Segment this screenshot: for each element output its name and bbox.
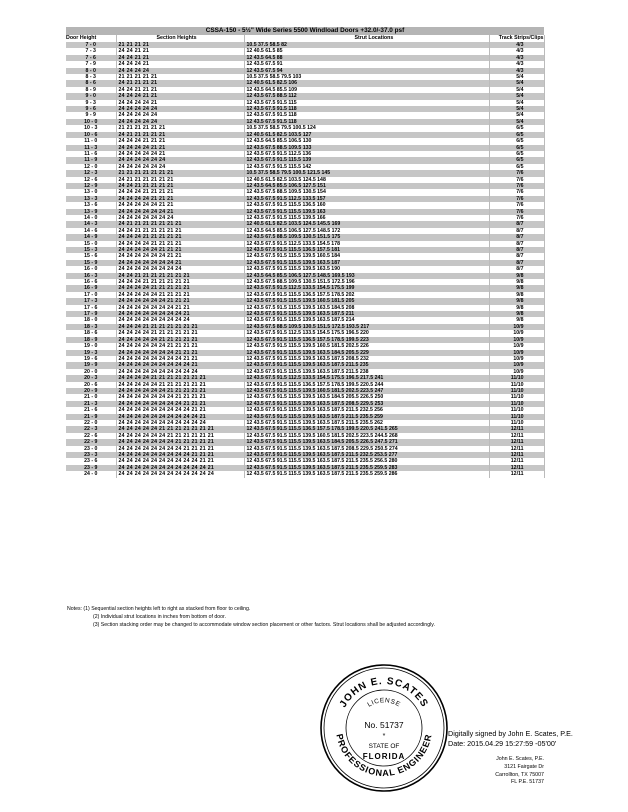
strut-locations-cell: 12 43.5 67.5 91.5 115.5 139.5 163.5 187 [244, 260, 489, 266]
section-heights-cell: 24 24 24 24 24 24 24 24 24 24 24 21 [116, 465, 244, 471]
track-strips-cell: 10/9 [489, 356, 544, 362]
door-height-cell: 19 - 3 [66, 350, 116, 356]
door-height-cell: 12 - 6 [66, 177, 116, 183]
track-strips-cell: 9/8 [489, 311, 544, 317]
door-height-cell: 18 - 0 [66, 317, 116, 323]
track-strips-cell: 5/4 [489, 100, 544, 106]
strut-locations-cell: 12 43.5 67.5 91.5 115.5 139.5 163.5 187.5 214 [244, 317, 489, 323]
section-heights-cell: 24 24 24 24 24 21 21 21 21 21 [116, 337, 244, 343]
note-2: (2) Individual strut locations in inches from bottom of door. [93, 614, 226, 620]
section-heights-cell: 24 24 24 24 24 24 24 21 21 21 21 21 [116, 439, 244, 445]
section-heights-cell: 24 24 21 21 21 [116, 87, 244, 93]
door-height-cell: 9 - 9 [66, 112, 116, 118]
section-heights-cell: 24 24 24 24 24 24 24 24 24 24 [116, 369, 244, 375]
track-strips-cell: 12/11 [489, 446, 544, 452]
section-heights-cell: 24 24 24 21 21 [116, 93, 244, 99]
door-height-cell: 18 - 3 [66, 324, 116, 330]
door-height-cell: 12 - 9 [66, 183, 116, 189]
section-heights-cell: 24 24 24 24 24 24 24 24 21 21 21 [116, 401, 244, 407]
section-heights-cell: 24 21 21 21 21 21 21 21 [116, 221, 244, 227]
seal-star: * [382, 733, 386, 740]
strut-locations-cell: 12 43.5 67.5 91.5 115.5 136.5 157.5 178.5 199.5 220.5 241.5 265 [244, 426, 489, 432]
engineer-seal [318, 662, 450, 794]
track-strips-cell: 9/8 [489, 273, 544, 279]
track-strips-cell: 10/9 [489, 350, 544, 356]
strut-locations-cell: 12 43.5 67.5 88.5 109.5 130.5 151.5 175 [244, 234, 489, 240]
track-strips-cell: 6/5 [489, 145, 544, 151]
strut-locations-cell: 12 43.5 67.5 91.5 115.5 139.5 163.5 187.5 208.5 232 [244, 356, 489, 362]
strut-locations-cell: 12 40.5 61.5 82.5 103.5 124.5 148 [244, 177, 489, 183]
door-height-cell: 13 - 9 [66, 209, 116, 215]
strut-locations-cell: 12 43.5 67.5 94 [244, 68, 489, 74]
seal-license: LICENSE [366, 697, 402, 709]
track-strips-cell: 7/6 [489, 177, 544, 183]
section-heights-cell: 24 24 24 24 21 21 21 [116, 196, 244, 202]
strut-locations-cell: 12 43.5 67.5 91.5 115.5 139.5 160.5 181.5 202.5 223.5 247 [244, 388, 489, 394]
header-section-heights: Section Heights [116, 35, 244, 42]
door-height-cell: 23 - 0 [66, 446, 116, 452]
door-height-cell: 12 - 0 [66, 164, 116, 170]
track-strips-cell: 9/8 [489, 292, 544, 298]
door-height-cell: 8 - 0 [66, 68, 116, 74]
strut-locations-cell: 12 43.5 67.5 91.5 115.5 139.5 163.5 187.5 211.5 235.5 262 [244, 420, 489, 426]
strut-locations-cell: 12 43.5 67.5 91.5 115.5 139.5 163.5 187.5 211.5 235.5 256.5 280 [244, 458, 489, 464]
strut-locations-cell: 12 43.5 67.5 91.5 112.5 133.5 154.5 175.5 196.5 220 [244, 330, 489, 336]
strut-locations-cell: 12 43.5 67.5 91.5 115.5 139.5 163.5 187.5 211.5 235.5 259 [244, 414, 489, 420]
section-heights-cell: 24 21 21 21 21 21 21 [116, 177, 244, 183]
door-height-cell: 14 - 6 [66, 228, 116, 234]
strut-locations-cell: 10.5 37.5 58.5 79.5 100.5 121.5 145 [244, 170, 489, 176]
track-strips-cell: 4/3 [489, 42, 544, 48]
section-heights-cell: 24 24 24 24 24 24 21 21 21 21 [116, 343, 244, 349]
track-strips-cell: 7/6 [489, 170, 544, 176]
strut-locations-cell: 12 43.5 67.5 91.5 115.5 139.5 163.5 184.5 208 [244, 305, 489, 311]
seal-title: PROFESSIONAL ENGINEER [334, 732, 434, 779]
section-heights-cell: 24 24 24 24 24 21 21 21 21 21 21 [116, 382, 244, 388]
table-title: CSSA-150 - 5½" Wide Series 5500 Windload Doors +32.0/-37.0 psf [66, 27, 544, 35]
strut-locations-cell: 12 43.5 67.5 91 [244, 61, 489, 67]
track-strips-cell: 10/9 [489, 343, 544, 349]
section-heights-cell: 24 24 21 21 [116, 55, 244, 61]
door-height-cell: 11 - 9 [66, 157, 116, 163]
strut-locations-cell: 12 40.5 61.5 85 [244, 48, 489, 54]
door-height-cell: 18 - 6 [66, 330, 116, 336]
strut-locations-cell: 12 43.5 67.5 91.5 115.5 139.5 160.5 181.5 202.5 223.5 244.5 268 [244, 433, 489, 439]
section-heights-cell: 24 24 24 24 21 [116, 100, 244, 106]
door-height-cell: 16 - 9 [66, 285, 116, 291]
door-height-cell: 17 - 6 [66, 305, 116, 311]
seal-name: JOHN E. SCATES [337, 675, 431, 710]
strut-locations-cell: 12 43.5 67.5 88.5 112 [244, 93, 489, 99]
strut-locations-cell: 12 43.5 67.5 88.5 109.5 130.5 151.5 172.5 193.5 217 [244, 324, 489, 330]
section-heights-cell: 21 21 21 21 21 [116, 74, 244, 80]
section-heights-cell: 21 21 21 21 21 21 21 [116, 170, 244, 176]
section-heights-cell: 24 24 24 24 21 21 21 21 21 21 21 [116, 375, 244, 381]
track-strips-cell: 7/6 [489, 196, 544, 202]
track-strips-cell: 5/4 [489, 74, 544, 80]
section-heights-cell: 24 24 24 21 21 21 21 21 21 21 [116, 324, 244, 330]
track-strips-cell: 10/9 [489, 362, 544, 368]
strut-locations-cell: 12 43.5 67.5 88.5 109.5 133 [244, 145, 489, 151]
track-strips-cell: 6/5 [489, 151, 544, 157]
door-height-cell: 21 - 9 [66, 414, 116, 420]
strut-locations-cell: 12 43.5 67.5 91.5 115.5 136.5 157.5 178.5 199.5 220.5 244 [244, 382, 489, 388]
seal-state: FLORIDA [362, 752, 406, 761]
door-height-cell: 16 - 3 [66, 273, 116, 279]
track-strips-cell: 11/10 [489, 414, 544, 420]
strut-locations-cell: 12 43.5 67.5 91.5 112.5 136 [244, 151, 489, 157]
strut-locations-cell: 12 43.5 67.5 91.5 112.5 133.5 154.5 175.5 196.5 217.5 241 [244, 375, 489, 381]
track-strips-cell: 5/4 [489, 112, 544, 118]
track-strips-cell: 8/7 [489, 221, 544, 227]
door-height-cell: 23 - 9 [66, 465, 116, 471]
section-heights-cell: 24 24 24 21 21 21 21 [116, 189, 244, 195]
section-heights-cell: 24 24 24 24 24 24 24 24 24 24 24 24 [116, 471, 244, 477]
header-door-height: Door Height [66, 35, 116, 42]
strut-locations-cell: 12 43.5 67.5 91.5 115.5 142 [244, 164, 489, 170]
strut-locations-cell: 10.5 37.5 58.5 79.5 100.5 124 [244, 125, 489, 131]
track-strips-cell: 11/10 [489, 401, 544, 407]
strut-locations-cell: 12 43.5 67.5 91.5 115.5 139.5 160.5 181.5 205 [244, 298, 489, 304]
track-strips-cell: 7/6 [489, 215, 544, 221]
section-heights-cell: 24 24 24 24 24 [116, 112, 244, 118]
door-height-cell: 7 - 3 [66, 48, 116, 54]
track-strips-cell: 8/7 [489, 234, 544, 240]
door-height-cell: 22 - 0 [66, 420, 116, 426]
strut-table [66, 27, 545, 478]
strut-locations-cell: 12 43.5 67.5 91.5 115.5 139.5 163.5 187.5 211.5 235.5 259.5 286 [244, 471, 489, 477]
section-heights-cell: 24 24 21 21 21 21 21 21 [116, 228, 244, 234]
door-height-cell: 15 - 6 [66, 253, 116, 259]
section-heights-cell: 24 24 24 24 24 24 21 21 [116, 253, 244, 259]
engineer-address [488, 756, 544, 787]
track-strips-cell: 11/10 [489, 382, 544, 388]
door-height-cell: 7 - 9 [66, 61, 116, 67]
door-height-cell: 10 - 6 [66, 132, 116, 138]
track-strips-cell: 9/8 [489, 317, 544, 323]
signature-line-1: Digitally signed by John E. Scates, P.E. [448, 729, 573, 738]
section-heights-cell: 21 21 21 21 [116, 42, 244, 48]
section-heights-cell: 24 21 21 21 21 [116, 80, 244, 86]
strut-locations-cell: 10.5 37.5 58.5 82 [244, 42, 489, 48]
door-height-cell: 21 - 3 [66, 401, 116, 407]
track-strips-cell: 6/5 [489, 132, 544, 138]
section-heights-cell: 24 24 24 24 24 24 24 24 24 21 21 21 [116, 452, 244, 458]
track-strips-cell: 9/8 [489, 285, 544, 291]
strut-locations-cell: 12 43.5 67.5 91.5 115.5 139.5 163.5 187.5 211.5 235 [244, 362, 489, 368]
section-heights-cell: 24 24 21 21 21 21 21 [116, 183, 244, 189]
section-heights-cell: 24 24 24 24 24 24 24 21 21 21 [116, 350, 244, 356]
section-heights-cell: 24 24 24 24 24 21 21 21 21 21 21 21 [116, 426, 244, 432]
track-strips-cell: 11/10 [489, 394, 544, 400]
door-height-cell: 17 - 9 [66, 311, 116, 317]
address-city: Carrollton, TX 75007 [495, 771, 544, 778]
track-strips-cell: 12/11 [489, 439, 544, 445]
section-heights-cell: 24 24 24 24 24 21 21 21 [116, 247, 244, 253]
header-strut-locations: Strut Locations [244, 35, 489, 42]
door-height-cell: 10 - 0 [66, 119, 116, 125]
track-strips-cell: 10/9 [489, 369, 544, 375]
door-height-cell: 15 - 3 [66, 247, 116, 253]
door-height-cell: 11 - 3 [66, 145, 116, 151]
section-heights-cell: 24 21 21 21 21 21 [116, 132, 244, 138]
track-strips-cell: 7/6 [489, 189, 544, 195]
track-strips-cell: 9/8 [489, 279, 544, 285]
notes-block [67, 605, 435, 629]
strut-locations-cell: 12 43.5 67.5 91.5 115.5 139.5 163.5 187.5 211.5 238 [244, 369, 489, 375]
section-heights-cell: 24 24 24 24 24 24 24 21 21 21 21 [116, 394, 244, 400]
track-strips-cell: 8/7 [489, 260, 544, 266]
address-street: 3121 Fairgate Dr [504, 763, 544, 770]
section-heights-cell: 24 24 24 24 24 24 24 21 [116, 260, 244, 266]
section-heights-cell: 24 24 24 24 24 24 21 21 21 21 21 [116, 388, 244, 394]
strut-locations-cell: 12 43.5 67.5 91.5 115.5 136.5 160 [244, 202, 489, 208]
track-strips-cell: 8/7 [489, 253, 544, 259]
track-strips-cell: 10/9 [489, 337, 544, 343]
strut-locations-cell: 12 43.5 67.5 91.5 115.5 139.5 163.5 190 [244, 266, 489, 272]
section-heights-cell: 24 24 24 24 24 24 24 24 24 [116, 317, 244, 323]
door-height-cell: 16 - 0 [66, 266, 116, 272]
strut-locations-cell: 12 40.5 61.5 82.5 103.5 127 [244, 132, 489, 138]
track-strips-cell: 5/4 [489, 119, 544, 125]
door-height-cell: 11 - 0 [66, 138, 116, 144]
door-height-cell: 20 - 6 [66, 382, 116, 388]
section-heights-cell: 24 24 24 24 24 24 24 24 24 24 21 [116, 414, 244, 420]
door-height-cell: 24 - 0 [66, 471, 116, 477]
door-height-cell: 12 - 3 [66, 170, 116, 176]
track-strips-cell: 12/11 [489, 433, 544, 439]
door-height-cell: 16 - 6 [66, 279, 116, 285]
strut-locations-cell: 12 43.5 67.5 91.5 112.5 133.5 154.5 175.5 199 [244, 285, 489, 291]
section-heights-cell: 24 24 21 21 21 21 21 21 21 [116, 273, 244, 279]
section-heights-cell: 24 24 24 24 21 21 21 21 21 21 [116, 330, 244, 336]
track-strips-cell: 8/7 [489, 247, 544, 253]
door-height-cell: 21 - 6 [66, 407, 116, 413]
strut-locations-cell: 12 43.5 67.5 91.5 115.5 139.5 163.5 187.5 208.5 229.5 253 [244, 401, 489, 407]
door-height-cell: 7 - 6 [66, 55, 116, 61]
section-heights-cell: 24 24 24 24 21 21 [116, 145, 244, 151]
strut-locations-cell: 12 43.5 64.5 85.5 106.5 127.5 148.5 172 [244, 228, 489, 234]
strut-locations-cell: 12 43.5 67.5 91.5 115.5 139.5 163.5 187.5 211.5 235.5 259.5 283 [244, 465, 489, 471]
door-height-cell: 18 - 9 [66, 337, 116, 343]
track-strips-cell: 7/6 [489, 183, 544, 189]
section-heights-cell: 24 24 24 21 21 21 21 21 [116, 234, 244, 240]
note-1: Notes: (1) Sequential section heights left to right as stacked from floor to ceiling. [67, 606, 251, 612]
door-height-cell: 10 - 3 [66, 125, 116, 131]
track-strips-cell: 9/8 [489, 305, 544, 311]
section-heights-cell: 24 24 24 24 24 [116, 119, 244, 125]
section-heights-cell: 24 24 24 24 24 24 24 24 [116, 266, 244, 272]
track-strips-cell: 5/4 [489, 106, 544, 112]
track-strips-cell: 11/10 [489, 375, 544, 381]
track-strips-cell: 9/8 [489, 298, 544, 304]
digital-signature [448, 729, 573, 749]
strut-locations-cell: 12 43.5 67.5 91.5 115.5 139.5 163.5 187.5 211 [244, 311, 489, 317]
section-heights-cell: 24 24 24 21 [116, 61, 244, 67]
door-height-cell: 19 - 9 [66, 362, 116, 368]
strut-locations-cell: 12 43.5 67.5 91.5 115.5 139.5 166 [244, 215, 489, 221]
door-height-cell: 22 - 6 [66, 433, 116, 439]
strut-locations-cell: 12 43.5 67.5 91.5 115.5 139.5 163.5 187.5 211.5 232.5 256 [244, 407, 489, 413]
track-strips-cell: 5/4 [489, 80, 544, 86]
section-heights-cell: 24 24 24 24 24 [116, 106, 244, 112]
section-heights-cell: 24 24 24 24 [116, 68, 244, 74]
seal-state-of: STATE OF [368, 743, 400, 750]
section-heights-cell: 24 24 24 21 21 21 [116, 138, 244, 144]
section-heights-cell: 24 24 24 24 24 21 21 [116, 202, 244, 208]
section-heights-cell: 24 24 24 24 24 24 24 24 24 21 [116, 362, 244, 368]
strut-locations-cell: 12 43.5 67.5 91.5 118 [244, 112, 489, 118]
strut-locations-cell: 12 43.5 67.5 91.5 115.5 136.5 157.5 178.5 199.5 223 [244, 337, 489, 343]
track-strips-cell: 8/7 [489, 266, 544, 272]
door-height-cell: 14 - 3 [66, 221, 116, 227]
strut-locations-cell: 12 43.5 67.5 91.5 115.5 139.5 163.5 187.5 208.5 229.5 250.5 274 [244, 446, 489, 452]
door-height-cell: 8 - 6 [66, 80, 116, 86]
door-height-cell: 22 - 9 [66, 439, 116, 445]
table-row [66, 471, 544, 477]
track-strips-cell: 11/10 [489, 407, 544, 413]
strut-locations-cell: 12 43.5 67.5 91.5 118 [244, 106, 489, 112]
strut-locations-cell: 12 40.5 61.5 82.5 106 [244, 80, 489, 86]
note-3: (3) Section stacking order may be changed to accommodate window section placement or other factors. Strut locations shall be adjusted accordingly. [93, 622, 435, 628]
strut-locations-cell: 12 43.5 64.5 85.5 109 [244, 87, 489, 93]
section-heights-cell: 24 24 21 21 [116, 48, 244, 54]
track-strips-cell: 6/5 [489, 157, 544, 163]
door-height-cell: 19 - 0 [66, 343, 116, 349]
strut-locations-cell: 12 43.5 64.5 85.5 106.5 127.5 151 [244, 183, 489, 189]
section-heights-cell: 24 24 24 24 21 21 21 21 [116, 241, 244, 247]
strut-locations-cell: 10.5 37.5 58.5 79.5 103 [244, 74, 489, 80]
section-heights-cell: 24 24 24 24 24 21 21 21 21 [116, 292, 244, 298]
track-strips-cell: 8/7 [489, 241, 544, 247]
strut-locations-cell: 12 43.5 67.5 91.5 115.5 139.5 163.5 184.5 205.5 226.5 250 [244, 394, 489, 400]
door-height-cell: 19 - 6 [66, 356, 116, 362]
strut-locations-cell: 12 43.5 67.5 91.5 115.5 139.5 160.5 181.5 202.5 226 [244, 343, 489, 349]
strut-locations-cell: 12 43.5 67.5 91.5 115.5 139.5 163.5 184.5 205.5 226.5 247.5 271 [244, 439, 489, 445]
section-heights-cell: 24 24 24 24 24 24 24 21 21 [116, 305, 244, 311]
track-strips-cell: 4/3 [489, 61, 544, 67]
strut-locations-cell: 12 43.5 67.5 91.5 115.5 139.5 163.5 184.5 205.5 229 [244, 350, 489, 356]
track-strips-cell: 11/10 [489, 388, 544, 394]
strut-locations-cell: 12 43.5 67.5 91.5 115.5 139.5 163 [244, 209, 489, 215]
door-height-cell: 23 - 3 [66, 452, 116, 458]
section-heights-cell: 24 24 24 24 24 24 21 21 21 [116, 298, 244, 304]
track-strips-cell: 7/6 [489, 202, 544, 208]
section-heights-cell: 24 24 24 21 21 21 21 21 21 [116, 279, 244, 285]
address-name: John E. Scates, P.E. [496, 756, 544, 762]
door-height-cell: 9 - 0 [66, 93, 116, 99]
door-height-cell: 21 - 0 [66, 394, 116, 400]
signature-line-2: Date: 2015.04.29 15:27:59 -05'00' [448, 739, 557, 748]
door-height-cell: 14 - 0 [66, 215, 116, 221]
door-height-cell: 9 - 3 [66, 100, 116, 106]
track-strips-cell: 4/3 [489, 55, 544, 61]
strut-locations-cell: 12 43.5 64.5 85.5 106.5 130 [244, 138, 489, 144]
door-height-cell: 8 - 3 [66, 74, 116, 80]
section-heights-cell: 24 24 24 24 21 21 21 21 21 [116, 285, 244, 291]
track-strips-cell: 12/11 [489, 471, 544, 477]
strut-locations-cell: 12 43.5 67.5 91.5 115.5 139 [244, 157, 489, 163]
section-heights-cell: 24 24 24 24 24 24 21 [116, 209, 244, 215]
track-strips-cell: 12/11 [489, 465, 544, 471]
strut-locations-cell: 12 43.5 67.5 91.5 112.5 133.5 157 [244, 196, 489, 202]
door-height-cell: 11 - 6 [66, 151, 116, 157]
section-heights-cell: 24 24 24 24 24 24 [116, 157, 244, 163]
track-strips-cell: 12/11 [489, 458, 544, 464]
strut-locations-cell: 12 43.5 67.5 91.5 115.5 139.5 160.5 184 [244, 253, 489, 259]
section-heights-cell: 21 21 21 21 21 21 [116, 125, 244, 131]
strut-locations-cell: 12 43.5 67.5 91.5 112.5 133.5 154.5 178 [244, 241, 489, 247]
track-strips-cell: 4/3 [489, 48, 544, 54]
track-strips-cell: 8/7 [489, 228, 544, 234]
track-strips-cell: 5/4 [489, 93, 544, 99]
door-height-cell: 20 - 9 [66, 388, 116, 394]
door-height-cell: 8 - 9 [66, 87, 116, 93]
track-strips-cell: 7/6 [489, 209, 544, 215]
section-heights-cell: 24 24 24 24 24 21 [116, 151, 244, 157]
track-strips-cell: 10/9 [489, 324, 544, 330]
strut-locations-cell: 12 43.5 67.5 91.5 115.5 139.5 163.5 187.5 211.5 232.5 253.5 277 [244, 452, 489, 458]
door-height-cell: 14 - 9 [66, 234, 116, 240]
strut-locations-cell: 12 43.5 67.5 88.5 109.5 130.5 151.5 172.5 196 [244, 279, 489, 285]
door-height-cell: 20 - 0 [66, 369, 116, 375]
door-height-cell: 15 - 0 [66, 241, 116, 247]
door-height-cell: 13 - 6 [66, 202, 116, 208]
strut-locations-cell: 12 43.5 67.5 91.5 115.5 136.5 157.5 178.5 202 [244, 292, 489, 298]
track-strips-cell: 6/5 [489, 125, 544, 131]
track-strips-cell: 12/11 [489, 426, 544, 432]
strut-locations-cell: 12 43.5 67.5 91.5 115 [244, 100, 489, 106]
door-height-cell: 22 - 3 [66, 426, 116, 432]
section-heights-cell: 24 24 24 24 24 24 24 24 24 24 21 21 [116, 458, 244, 464]
section-heights-cell: 24 24 24 24 24 24 24 24 24 21 21 [116, 407, 244, 413]
strut-locations-cell: 12 43.5 64.5 85.5 106.5 127.5 148.5 169.5 193 [244, 273, 489, 279]
strut-locations-cell: 12 43.5 64.5 88 [244, 55, 489, 61]
track-strips-cell: 12/11 [489, 452, 544, 458]
track-strips-cell: 4/3 [489, 68, 544, 74]
door-height-cell: 13 - 0 [66, 189, 116, 195]
door-height-cell: 7 - 0 [66, 42, 116, 48]
address-license: FL P.E. 51737 [511, 779, 544, 786]
door-height-cell: 15 - 9 [66, 260, 116, 266]
door-height-cell: 17 - 3 [66, 298, 116, 304]
seal-number: No. 51737 [364, 720, 404, 730]
section-heights-cell: 24 24 24 24 24 24 21 21 21 21 21 21 [116, 433, 244, 439]
door-height-cell: 20 - 3 [66, 375, 116, 381]
track-strips-cell: 5/4 [489, 87, 544, 93]
door-height-cell: 23 - 6 [66, 458, 116, 464]
section-heights-cell: 24 24 24 24 24 24 [116, 164, 244, 170]
section-heights-cell: 24 24 24 24 24 24 24 [116, 215, 244, 221]
section-heights-cell: 24 24 24 24 24 24 24 24 21 [116, 311, 244, 317]
door-height-cell: 13 - 3 [66, 196, 116, 202]
header-track-strips: Track Strips/Clips [489, 35, 544, 42]
strut-locations-cell: 12 43.5 67.5 91.5 118 [244, 119, 489, 125]
section-heights-cell: 24 24 24 24 24 24 24 24 21 21 21 21 [116, 446, 244, 452]
strut-locations-cell: 12 40.5 61.5 82.5 103.5 124.5 145.5 169 [244, 221, 489, 227]
section-heights-cell: 24 24 24 24 24 24 24 24 21 21 [116, 356, 244, 362]
section-heights-cell: 24 24 24 24 24 24 24 24 24 24 24 [116, 420, 244, 426]
strut-locations-cell: 12 43.5 67.5 91.5 115.5 136.5 157.5 181 [244, 247, 489, 253]
strut-locations-cell: 12 43.5 67.5 88.5 109.5 130.5 154 [244, 189, 489, 195]
door-height-cell: 17 - 0 [66, 292, 116, 298]
track-strips-cell: 6/5 [489, 164, 544, 170]
track-strips-cell: 10/9 [489, 330, 544, 336]
track-strips-cell: 6/5 [489, 138, 544, 144]
track-strips-cell: 11/10 [489, 420, 544, 426]
door-height-cell: 9 - 6 [66, 106, 116, 112]
